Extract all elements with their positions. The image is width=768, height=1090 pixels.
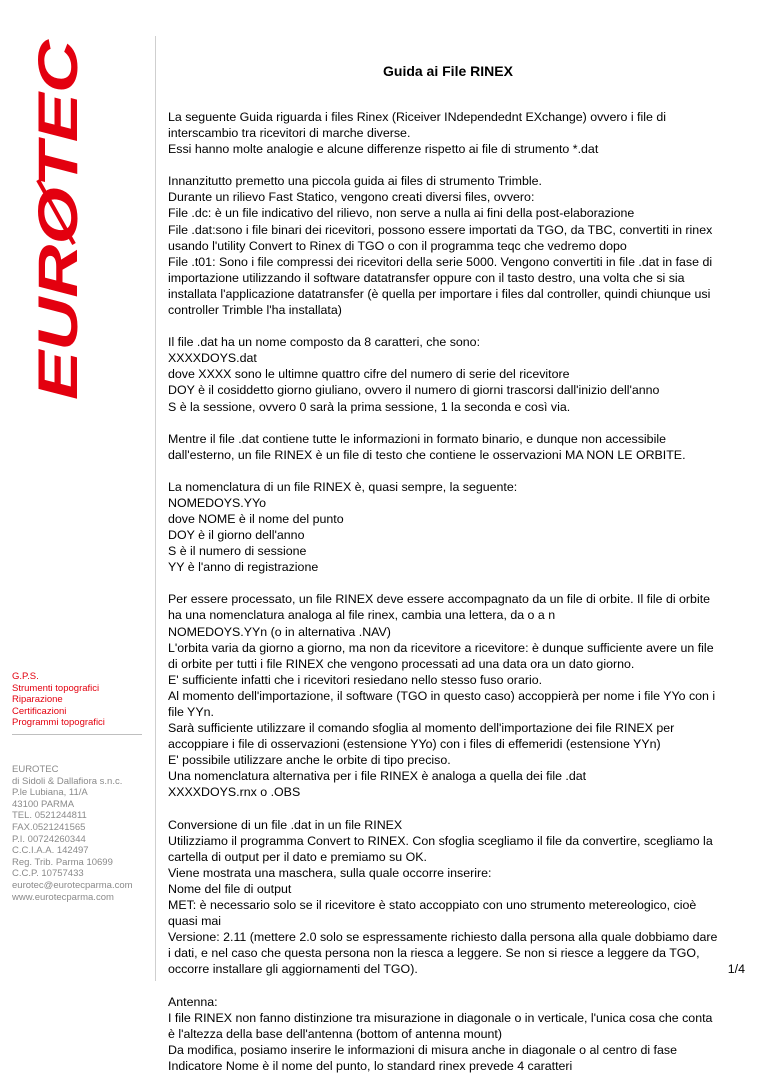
text-line: Al momento dell'importazione, il software (TGO in questo caso) accoppierà per nome i file YYo con i: [168, 688, 716, 703]
company-legal-name: di Sidoli & Dallafiora s.n.c.: [12, 775, 123, 787]
text-line: i dati, e nel caso che questa persona non la riesca a leggere. Se non si riesce a leggere da TGO,: [168, 946, 700, 961]
text-line: File .dat:sono i file binari dei ricevitori, possono essere importati da TGO, da TBC, convertiti in rinex: [168, 222, 713, 237]
text-line: S è la sessione, ovvero 0 sarà la prima sessione, 1 la seconda e così via.: [168, 399, 571, 414]
address-street: P.le Lubiana, 11/A: [12, 787, 88, 799]
text-line: DOY è il giorno dell'anno: [168, 528, 305, 543]
paragraph: [168, 479, 748, 576]
sidebar-services: [12, 671, 152, 729]
text-line: Per essere processato, un file RINEX deve essere accompagnato da un file di orbite. Il file di orbite: [168, 592, 711, 607]
text-line: occorre installare gli aggiornamenti del TGO).: [168, 962, 418, 977]
text-line: controller Trimble l'ha installata): [168, 303, 342, 318]
website-link[interactable]: www.eurotecparma.com: [12, 891, 114, 903]
phone: TEL. 0521244811: [12, 810, 87, 822]
text-line: interscambio tra ricevitori di marche diverse.: [168, 126, 411, 141]
text-line: La nomenclatura di un file RINEX è, quasi sempre, la seguente:: [168, 479, 518, 494]
text-line: XXXXDOYS.dat: [168, 351, 257, 366]
text-line: usando l'utility Convert to Rinex di TGO o con il programma teqc che vedremo dopo: [168, 238, 627, 253]
document-body: [168, 109, 748, 1090]
text-line: Il file .dat ha un nome composto da 8 caratteri, che sono:: [168, 335, 481, 350]
text-line: XXXXDOYS.rnx o .OBS: [168, 785, 301, 800]
text-line: Essi hanno molte analogie e alcune differenze rispetto ai file di strumento *.dat: [168, 142, 599, 157]
text-line: DOY è il cosiddetto giorno giuliano, ovvero il numero di giorni trascorsi dall'inizio dell'anno: [168, 383, 660, 398]
text-line: NOMEDOYS.YYo: [168, 495, 267, 510]
text-line: Viene mostrata una maschera, sulla quale occorre inserire:: [168, 865, 492, 880]
paragraph: [168, 173, 748, 318]
paragraph: [168, 109, 748, 157]
paragraph: [168, 817, 748, 978]
text-line: accoppiare i file di osservazioni (estensione YYo) con i files di effemeridi (estensione YYn): [168, 737, 661, 752]
text-line: dove XXXX sono le ultimne quattro cifre del numero di serie del ricevitore: [168, 367, 570, 382]
text-line: NOMEDOYS.YYn (o in alternativa .NAV): [168, 624, 391, 639]
text-line: Conversione di un file .dat in un file RINEX: [168, 817, 403, 832]
text-line: Una nomenclatura alternativa per i file RINEX è analoga a quella dei file .dat: [168, 769, 587, 784]
text-line: File .dc: è un file indicativo del rilievo, non serve a nulla ai fini della post-elaborazione: [168, 206, 635, 221]
text-line: quasi mai: [168, 914, 222, 929]
text-line: I file RINEX non fanno distinzione tra misurazione in diagonale o in verticale, l'unica cosa che conta: [168, 1010, 713, 1025]
text-line: installata l'applicazione datatransfer (è quella per importare i files dal controller, quindi chiunque usi: [168, 286, 711, 301]
address-city: 43100 PARMA: [12, 798, 75, 810]
sidebar-rule: [12, 734, 142, 735]
text-line: E' sufficiente infatti che i ricevitori resiedano nello stesso fuso orario.: [168, 672, 543, 687]
text-line: Mentre il file .dat contiene tutte le informazioni in formato binario, e dunque non accessibile: [168, 431, 666, 446]
text-line: cartella di output per il dato e premiamo su OK.: [168, 849, 427, 864]
text-line: Sarà sufficiente utilizzare il comando sfoglia al momento dell'importazione dei file RINEX per: [168, 721, 675, 736]
court-registry: Reg. Trib. Parma 10699: [12, 856, 113, 868]
text-line: file YYn.: [168, 705, 214, 719]
text-line: Nome del file di output: [168, 881, 292, 896]
service-item: Strumenti topografici: [12, 682, 100, 694]
email-link[interactable]: eurotec@eurotecparma.com: [12, 879, 133, 891]
service-item: Programmi topografici: [12, 717, 105, 729]
text-line: E' possibile utilizzare anche le orbite di tipo preciso.: [168, 753, 451, 768]
text-line: L'orbita varia da giorno a giorno, ma non da ricevitore a ricevitore: è dunque sufficiente avere un file: [168, 640, 714, 655]
text-line: dove NOME è il nome del punto: [168, 511, 344, 526]
sidebar-divider: [155, 36, 156, 981]
page-title: Guida ai File RINEX: [383, 63, 513, 79]
text-line: Innanzitutto premetto una piccola guida ai files di strumento Trimble.: [168, 174, 542, 189]
text-line: Versione: 2.11 (mettere 2.0 solo se espressamente richiesto dalla persona alla quale dobbiamo dare: [168, 930, 718, 945]
text-line: Antenna:: [168, 994, 218, 1009]
page-number: 1/4: [727, 962, 745, 976]
text-line: Durante un rilievo Fast Statico, vengono creati diversi files, ovvero:: [168, 190, 535, 205]
text-line: MET: è necessario solo se il ricevitore è stato accoppiato con uno strumento metereologico, cioè: [168, 898, 697, 913]
service-item: G.P.S.: [12, 671, 39, 682]
sidebar-contact: [12, 764, 152, 903]
text-line: La seguente Guida riguarda i files Rinex (Riceiver INdependednt EXchange) ovvero i file di: [168, 110, 666, 124]
text-line: Da modifica, posiamo inserire le informazioni di misura anche in diagonale o al centro di fase: [168, 1042, 677, 1057]
vat-number: P.I. 00724260344: [12, 833, 86, 845]
paragraph: [168, 591, 748, 800]
text-line: Indicatore Nome è il nome del punto, lo standard rinex prevede 4 caratteri: [168, 1058, 573, 1073]
fax: FAX.0521241565: [12, 821, 86, 833]
paragraph: [168, 431, 748, 463]
text-line: dall'esterno, un file RINEX è un file di testo che contiene le osservazioni MA NON LE ORBITE.: [168, 447, 686, 462]
text-line: è l'altezza della base dell'antenna (bottom of antenna mount): [168, 1026, 502, 1041]
text-line: Utilizziamo il programma Convert to RINEX. Con sfoglia scegliamo il file da convertire, scegliamo la: [168, 833, 713, 848]
text-line: importazione utilizzando il software datatransfer oppure con il tasto destro, una volta che si sia: [168, 270, 685, 285]
service-item: Riparazione: [12, 694, 63, 706]
logo-text: EUROTEC: [25, 126, 89, 400]
cciaa: C.C.I.A.A. 142497: [12, 845, 89, 857]
text-line: ha una nomenclatura analoga al file rinex, cambia una lettera, da o a n: [168, 608, 556, 623]
paragraph: [168, 994, 748, 1074]
postal-account: C.C.P. 10757433: [12, 868, 84, 880]
text-line: YY è l'anno di registrazione: [168, 560, 319, 575]
eurotec-logo: [25, 30, 89, 410]
company-name: EUROTEC: [12, 764, 59, 775]
logo-wordmark: [26, 38, 89, 400]
text-line: di orbite per tutti i file RINEX che vengono processati ad una data ora un dato giorno.: [168, 656, 635, 671]
paragraph: [168, 334, 748, 414]
service-item: Certificazioni: [12, 705, 67, 717]
text-line: File .t01: Sono i file compressi dei ricevitori della serie 5000. Vengono convertiti in file .dat in fase di: [168, 254, 713, 269]
text-line: S è il numero di sessione: [168, 544, 307, 559]
